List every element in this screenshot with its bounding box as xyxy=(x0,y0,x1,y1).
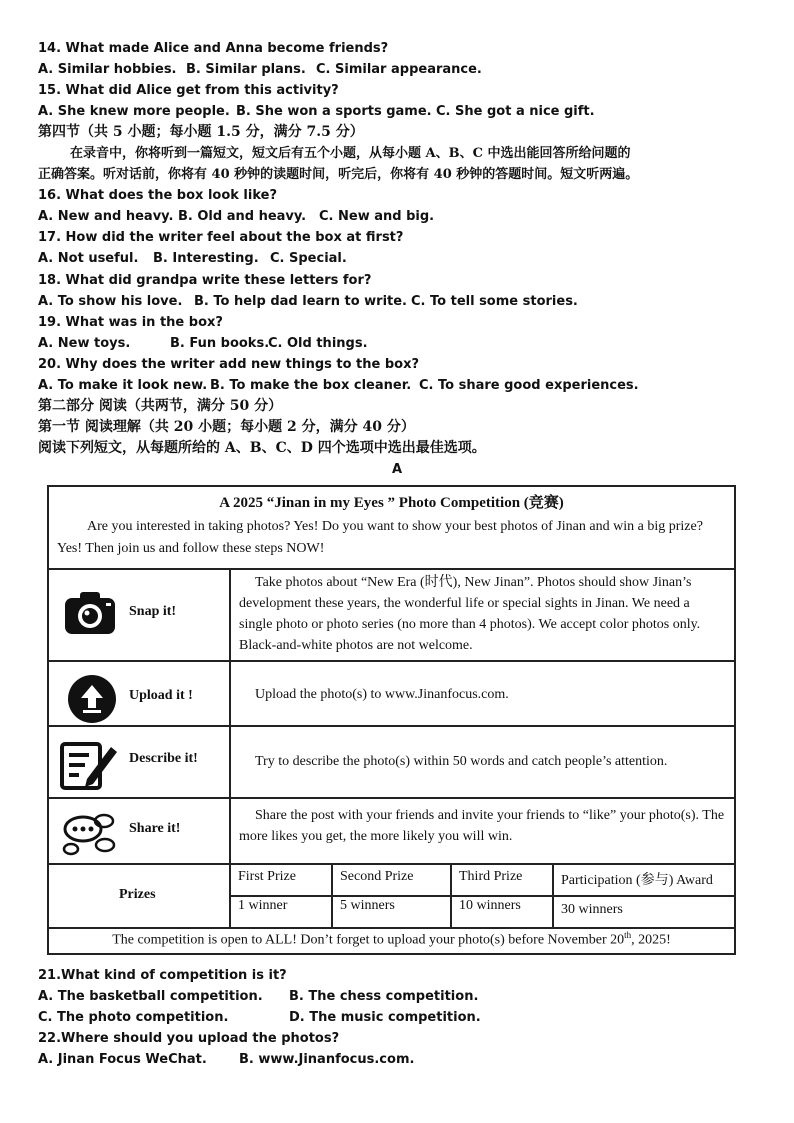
question-16-options xyxy=(38,209,434,225)
notice-footer: The competition is open to ALL! Don’t forget to upload your photo(s) before November 20th, 2025! xyxy=(112,930,671,948)
section-1-heading: 第一节 阅读理解（共 20 小题；每小题 2 分，满分 40 分） xyxy=(38,419,415,435)
chat-bubbles-icon xyxy=(61,807,119,857)
notice-title: A 2025 “Jinan in my Eyes ” Photo Competition (竞赛) xyxy=(219,495,564,511)
option-a: A. New toys. xyxy=(38,336,131,351)
option-a: A. To make it look new. xyxy=(38,378,208,393)
competition-notice xyxy=(47,485,736,955)
step-upload xyxy=(49,662,734,727)
step-text-describe: Try to describe the photo(s) within 50 words and catch people’s attention. xyxy=(255,754,668,769)
question-19-options xyxy=(38,336,368,352)
passage-label: A xyxy=(391,462,403,477)
step-label-snap: Snap it! xyxy=(129,604,177,619)
option-b: B. Old and heavy. xyxy=(178,209,307,224)
step-text-upload: Upload the photo(s) to www.Jinanfocus.com. xyxy=(255,687,509,702)
prizes-table xyxy=(231,865,734,927)
section-4-instructions-line1: 在录音中，你将听到一篇短文，短文后有五个小题，从每小题 A、B、C 中选出能回答所给问题的 xyxy=(70,146,631,161)
step-label-upload: Upload it ! xyxy=(129,688,193,703)
section-1-instructions: 阅读下列短文，从每题所给的 A、B、C、D 四个选项中选出最佳选项。 xyxy=(38,440,486,456)
option-b: B. To help dad learn to write. xyxy=(194,294,407,309)
prizes-row xyxy=(49,865,734,929)
option-b: B. Fun books. xyxy=(170,336,270,351)
question-16: 16. What does the box look like? xyxy=(38,188,277,203)
step-text-share: Share the post with your friends and invite your friends to “like” your photo(s). The more likes you get, the more likely you will win. xyxy=(239,808,725,844)
question-14: 14. What made Alice and Anna become friends? xyxy=(38,41,389,56)
option-b: B. Interesting. xyxy=(153,251,259,266)
step-label-share: Share it! xyxy=(129,821,181,836)
question-17: 17. How did the writer feel about the box at first? xyxy=(38,230,404,245)
option-c: C. To share good experiences. xyxy=(419,378,639,393)
question-22-options xyxy=(38,1052,414,1068)
question-19: 19. What was in the box? xyxy=(38,315,223,330)
option-c: C. Old things. xyxy=(268,336,368,351)
section-4-heading: 第四节（共 5 小题；每小题 1.5 分，满分 7.5 分） xyxy=(38,124,364,140)
part-2-heading: 第二部分 阅读（共两节，满分 50 分） xyxy=(38,398,283,414)
question-22: 22.Where should you upload the photos? xyxy=(38,1031,340,1046)
option-a: A. To show his love. xyxy=(38,294,183,309)
option-b: B. She won a sports game. xyxy=(236,104,432,119)
option-a: A. Not useful. xyxy=(38,251,139,266)
prize-first: First Prize 1 winner xyxy=(238,869,296,913)
option-c: C. Similar appearance. xyxy=(316,62,482,77)
question-14-options xyxy=(38,62,482,78)
option-b: B. www.Jinanfocus.com. xyxy=(239,1052,415,1067)
step-text-snap: Take photos about “New Era (时代), New Jinan”. Photos should show Jinan’s development these years, the wonderful life or special sights in Jinan. We need a single photo or photo series (no more than 4 photos). We accept color photos only. Black-and-white photos are not welcome. xyxy=(239,575,701,653)
question-15-options xyxy=(38,104,595,120)
step-label-describe: Describe it! xyxy=(129,751,198,766)
option-c: C. New and big. xyxy=(319,209,435,224)
option-a: A. The basketball competition. xyxy=(38,989,263,1004)
option-a: A. New and heavy. xyxy=(38,209,174,224)
step-snap xyxy=(49,568,734,662)
prize-second: Second Prize 5 winners xyxy=(331,865,450,927)
upload-arrow-icon xyxy=(67,674,117,724)
prize-participation: Participation (参与) Award 30 winners xyxy=(552,865,734,927)
option-c: C. She got a nice gift. xyxy=(436,104,595,119)
question-18-options xyxy=(38,294,578,310)
section-4-instructions-line2: 正确答案。听对话前，你将有 40 秒钟的读题时间，听完后，你将有 40 秒钟的答题时间。短文听两遍。 xyxy=(38,167,639,182)
question-20-options xyxy=(38,378,639,394)
pencil-notepad-icon xyxy=(59,739,119,791)
camera-icon xyxy=(63,590,117,636)
prize-third: Third Prize 10 winners xyxy=(450,865,552,927)
question-21: 21.What kind of competition is it? xyxy=(38,968,287,983)
option-b: B. The chess competition. xyxy=(289,989,479,1004)
prizes-label: Prizes xyxy=(119,887,156,902)
step-share xyxy=(49,799,734,865)
option-a: A. She knew more people. xyxy=(38,104,230,119)
option-c: C. The photo competition. xyxy=(38,1010,229,1025)
option-d: D. The music competition. xyxy=(289,1010,481,1025)
option-c: C. To tell some stories. xyxy=(411,294,578,309)
step-describe xyxy=(49,727,734,799)
option-b: B. Similar plans. xyxy=(186,62,306,77)
question-15: 15. What did Alice get from this activity? xyxy=(38,83,339,98)
notice-header xyxy=(49,487,734,570)
option-c: C. Special. xyxy=(270,251,347,266)
question-18: 18. What did grandpa write these letters for? xyxy=(38,273,372,288)
question-21-options-row1 xyxy=(38,989,478,1005)
notice-intro: Are you interested in taking photos? Yes! Do you want to show your best photos of Jinan and win a big prize? Yes! Then join us and follow these steps NOW! xyxy=(57,519,703,556)
option-a: A. Jinan Focus WeChat. xyxy=(38,1052,207,1067)
question-20: 20. Why does the writer add new things to the box? xyxy=(38,357,420,372)
question-17-options xyxy=(38,251,347,267)
option-a: A. Similar hobbies. xyxy=(38,62,177,77)
question-21-options-row2 xyxy=(38,1010,481,1026)
option-b: B. To make the box cleaner. xyxy=(210,378,412,393)
